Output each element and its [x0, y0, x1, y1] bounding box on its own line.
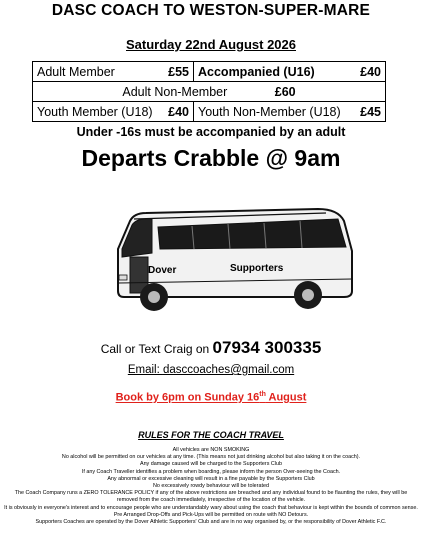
youth-non-member-price: £45 [360, 104, 381, 119]
bus-text-supporters: Supporters [230, 263, 284, 274]
price-row [33, 82, 386, 102]
email-prefix: Email: [127, 364, 163, 376]
email-line [0, 364, 422, 376]
price-table [32, 61, 386, 122]
youth-non-member-label: Youth Non-Member (U18) [198, 104, 341, 119]
bus-text-dover: Dover [148, 265, 177, 276]
rules-title: RULES FOR THE COACH TRAVEL [138, 430, 284, 440]
price-cell-youth-non-member [194, 102, 386, 122]
rule-line: Any abnormal or excessive cleaning will result in a fine payable by the Supporters Club [107, 475, 315, 482]
rule-line: All vehicles are NON SMOKING [172, 447, 250, 453]
coach-bus-image [112, 205, 354, 317]
page-title: DASC COACH TO WESTON-SUPER-MARE [51, 2, 371, 19]
rule-line: No excessively rowdy behaviour will be tolerated [153, 483, 269, 490]
booking-deadline [0, 391, 422, 404]
adult-member-label: Adult Member [37, 64, 115, 79]
age-note: Under -16s must be accompanied by an adult [76, 125, 346, 139]
price-cell-accompanied [194, 62, 386, 82]
youth-member-label: Youth Member (U18) [37, 104, 153, 119]
rule-line: Supporters Coaches are operated by the Dover Athletic Supporters' Club and are in no way organised by, or the responsibility of Dover Athletic F.C. [35, 519, 387, 526]
booking-text: Book by 6pm on Sunday 16 [115, 391, 260, 404]
booking-sup: th [259, 391, 266, 398]
accompanied-price: £40 [360, 64, 381, 79]
price-row [33, 62, 386, 82]
rule-line: No alcohol will be permitted on our vehicles at any time. (This means not just drinking alcohol but also taking it on the coach). [61, 454, 361, 461]
booking-suffix: August [265, 391, 307, 404]
price-cell-adult-non-member [33, 82, 386, 102]
departure-info: Departs Crabble @ 9am [81, 145, 341, 171]
price-row [33, 102, 386, 122]
phone-number[interactable]: 07934 300335 [212, 338, 322, 357]
adult-non-member-price: £60 [274, 84, 296, 99]
price-cell-adult-member [33, 62, 194, 82]
adult-non-member-label: Adult Non-Member [122, 84, 228, 99]
rule-line: It is obviously in everyone's interest and to encourage people who are understandably wary about using the coach that behaviour is kept within the bounds of common sense. [4, 504, 418, 511]
price-cell-youth-member [33, 102, 194, 122]
contact-line [0, 338, 422, 358]
event-date: Saturday 22nd August 2026 [125, 37, 296, 52]
rules-list [4, 447, 418, 526]
youth-member-price: £40 [168, 104, 189, 119]
contact-prefix: Call or Text Craig on [100, 342, 213, 356]
adult-member-price: £55 [168, 64, 189, 79]
rule-line: If any Coach Traveller identifies a problem when boarding, please inform the person Over-seeing the Coach. [81, 468, 341, 475]
rule-line: The Coach Company runs a ZERO TOLERANCE POLICY if any of the above restrictions are breached and any individual found to be flaunting the rules, they will be removed from the coach immediately, irrespective of the location of the vehicle. [14, 490, 408, 504]
accompanied-label: Accompanied (U16) [198, 64, 315, 79]
rule-line: Any damage caused will be charged to the Supporters Club [139, 461, 283, 468]
email-address[interactable]: dasccoaches@gmail.com [162, 364, 295, 376]
rule-line: Pre Arranged Drop-Offs and Pick-Ups will be permitted on route with NO Detours. [113, 511, 309, 518]
